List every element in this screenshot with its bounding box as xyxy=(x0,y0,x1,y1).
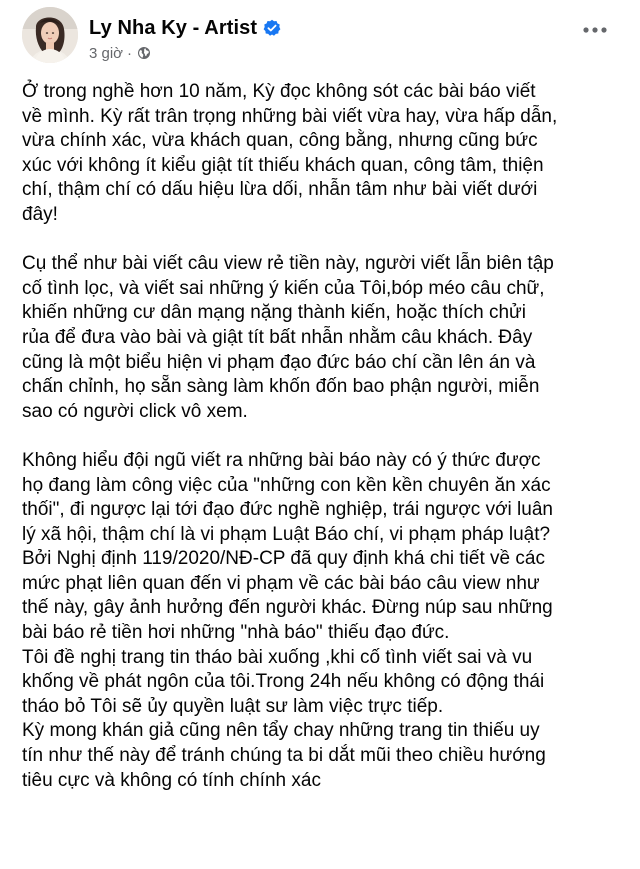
author-avatar[interactable] xyxy=(22,7,78,63)
text-line: bài báo rẻ tiền hơi những "nhà báo" thiếu đạo đức. xyxy=(22,622,450,644)
text-line: tiêu cực và không có tính chính xác xyxy=(22,769,321,791)
text-line: sao có người click vô xem. xyxy=(22,400,248,422)
post-paragraph-3 xyxy=(22,449,630,793)
verified-badge-icon xyxy=(263,19,281,37)
post-paragraph-2 xyxy=(22,252,630,424)
text-line: vừa chính xác, vừa khách quan, công bằng, nhưng cũng bức xyxy=(22,130,538,152)
text-line: cũng là một biểu hiện vi phạm đạo đức báo chí cần lên án và xyxy=(22,351,536,373)
globe-icon[interactable] xyxy=(137,46,151,60)
author-name[interactable]: Ly Nha Ky - Artist xyxy=(89,16,258,39)
text-line: tháo bỏ Tôi sẽ ủy quyền luật sư làm việc trực tiếp. xyxy=(22,695,444,717)
text-line: đây! xyxy=(22,203,58,225)
meta-separator: · xyxy=(127,44,133,62)
text-line: xúc với không ít kiểu giật tít thiếu khách quan, công tâm, thiện xyxy=(22,154,544,176)
text-line: Kỳ mong khán giả cũng nên tẩy chay những trang tin thiếu uy xyxy=(22,720,540,742)
text-line: Bởi Nghị định 119/2020/NĐ-CP đã quy định khá chi tiết về các xyxy=(22,548,545,570)
post-paragraph-1 xyxy=(22,80,630,228)
paragraph-gap xyxy=(22,424,630,449)
more-horizontal-icon xyxy=(583,26,607,34)
text-line: chí, thậm chí có dấu hiệu lừa dối, nhẫn tâm như bài viết dưới xyxy=(22,179,538,201)
text-line: thế này, gây ảnh hưởng đến người khác. Đừng núp sau những xyxy=(22,597,553,619)
avatar-photo-icon xyxy=(22,7,78,63)
text-line: Cụ thể như bài viết câu view rẻ tiền này, người viết lẫn biên tập xyxy=(22,253,554,275)
text-line: Không hiểu đội ngũ viết ra những bài báo này có ý thức được xyxy=(22,449,541,471)
text-line: Ở trong nghề hơn 10 năm, Kỳ đọc không sót các bài báo viết xyxy=(22,81,536,102)
text-line: mức phạt liên quan đến vi phạm về các bài báo câu view như xyxy=(22,572,540,594)
text-line: chấn chỉnh, họ sẵn sàng làm khốn đốn bao phận người, miễn xyxy=(22,376,540,398)
author-line xyxy=(89,14,281,42)
post-header xyxy=(22,7,622,67)
paragraph-gap xyxy=(22,228,630,253)
post-time[interactable]: 3 giờ xyxy=(89,44,124,62)
more-options-button[interactable] xyxy=(578,13,612,47)
post-meta xyxy=(89,43,151,63)
text-line: về mình. Kỳ rất trân trọng những bài viết vừa hay, vừa hấp dẫn, xyxy=(22,105,558,127)
post-body xyxy=(22,80,630,793)
text-line: họ đang làm công việc của "những con kền kền chuyên ăn xác xyxy=(22,474,551,496)
text-line: cố tình lọc, và viết sai những ý kiến của Tôi,bóp méo câu chữ, xyxy=(22,277,545,299)
text-line: tín như thế này để tránh chúng ta bi dắt mũi theo chiều hướng xyxy=(22,745,546,767)
text-line: Tôi đề nghị trang tin tháo bài xuống ,khi cố tình viết sai và vu xyxy=(22,646,533,668)
text-line: lý xã hội, thậm chí là vi phạm Luật Báo chí, vi phạm pháp luật? xyxy=(22,523,551,545)
text-line: rủa để đưa vào bài và giật tít bất nhẫn nhằm câu khách. Đây xyxy=(22,326,533,348)
text-line: thối", đi ngược lại tới đạo đức nghề nghiệp, trái ngược với luân xyxy=(22,499,553,521)
text-line: khiến những cư dân mạng nặng thành kiến, hoặc thích chửi xyxy=(22,302,526,324)
text-line: khống về phát ngôn của tôi.Trong 24h nếu không có động thái xyxy=(22,671,545,693)
